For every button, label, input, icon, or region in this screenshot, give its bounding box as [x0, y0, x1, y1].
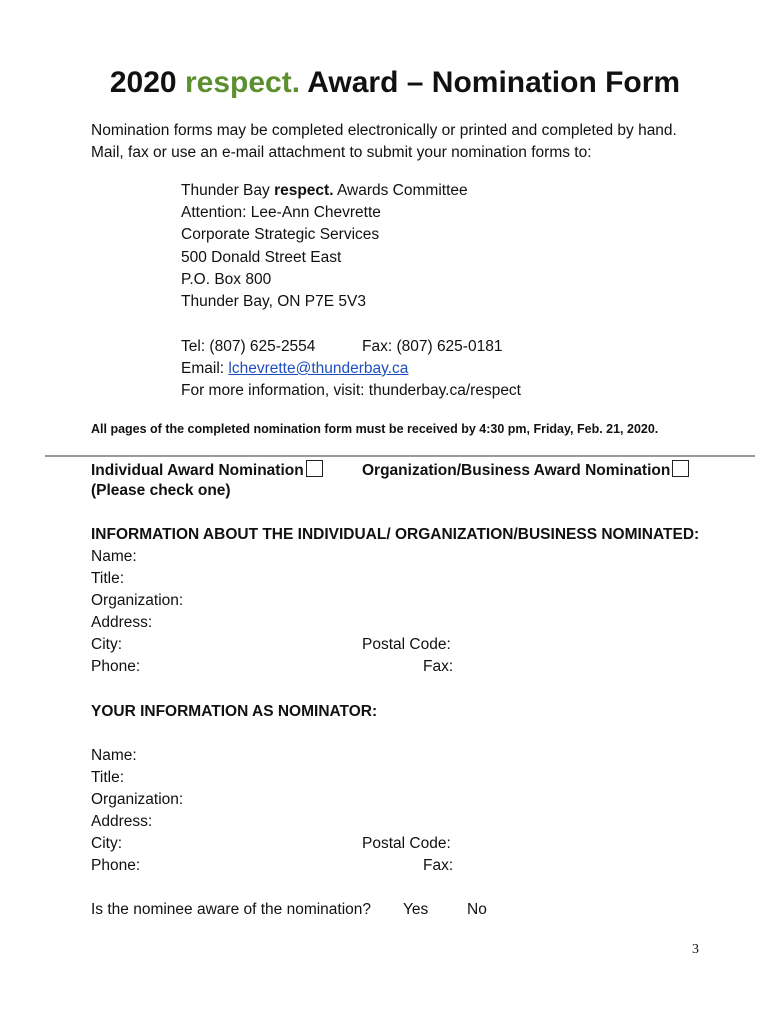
- page-number: 3: [692, 942, 699, 957]
- individual-nomination-checkbox[interactable]: [306, 460, 323, 477]
- nominee-organization-label: Organization:: [91, 592, 184, 609]
- nominator-name-label: Name:: [91, 747, 137, 764]
- nominee-name-label: Name:: [91, 548, 137, 565]
- committee-brand: respect.: [274, 182, 334, 199]
- awareness-yes-option[interactable]: Yes: [403, 901, 429, 918]
- email-label: Email:: [181, 360, 225, 377]
- address-line-committee: [181, 182, 468, 200]
- individual-nomination-label: Individual Award Nomination: [91, 462, 304, 479]
- address-street: 500 Donald Street East: [181, 249, 342, 266]
- nominator-title-label: Title:: [91, 769, 125, 786]
- nominee-phone-label: Phone:: [91, 658, 141, 675]
- deadline-notice: All pages of the completed nomination form must be received by 4:30 pm, Friday, Feb. 21, 2020.: [91, 422, 659, 436]
- email-link[interactable]: lchevrette@thunderbay.ca: [228, 360, 409, 377]
- awareness-no-option[interactable]: No: [467, 901, 487, 918]
- nominee-section-heading: INFORMATION ABOUT THE INDIVIDUAL/ ORGANIZATION/BUSINESS NOMINATED:: [91, 526, 700, 543]
- organization-nomination-checkbox[interactable]: [672, 460, 689, 477]
- address-pobox: P.O. Box 800: [181, 271, 272, 288]
- contact-fax: Fax: (807) 625-0181: [362, 338, 503, 355]
- nominator-organization-label: Organization:: [91, 791, 184, 808]
- committee-prefix: Thunder Bay: [181, 182, 270, 199]
- nominator-fax-label: Fax:: [423, 857, 454, 874]
- nominee-fax-label: Fax:: [423, 658, 454, 675]
- nominee-postal-label: Postal Code:: [362, 636, 451, 653]
- nominator-postal-label: Postal Code:: [362, 835, 451, 852]
- nominee-address-label: Address:: [91, 614, 153, 631]
- contact-more-info: For more information, visit: thunderbay.ca/respect: [181, 382, 521, 399]
- nominee-title-label: Title:: [91, 570, 125, 587]
- nominee-city-label: City:: [91, 636, 122, 653]
- title-rest: Award – Nomination Form: [307, 66, 681, 99]
- contact-email-row: [181, 360, 408, 378]
- nominator-section-heading: YOUR INFORMATION AS NOMINATOR:: [91, 703, 378, 720]
- nominator-phone-label: Phone:: [91, 857, 141, 874]
- title-year: 2020: [109, 66, 177, 99]
- intro-paragraph: Nomination forms may be completed electronically or printed and completed by hand. Mail, fax or use an e-mail attachment to submit your nomination forms to:: [91, 122, 677, 161]
- address-city: Thunder Bay, ON P7E 5V3: [181, 293, 366, 310]
- divider: [45, 455, 755, 457]
- organization-nomination-label: Organization/Business Award Nomination: [362, 462, 671, 479]
- title-brand: respect.: [184, 66, 301, 99]
- organization-nomination-option: [362, 460, 689, 480]
- check-one-hint: (Please check one): [91, 482, 231, 499]
- awareness-question: Is the nominee aware of the nomination?: [91, 901, 372, 918]
- nominator-city-label: City:: [91, 835, 122, 852]
- address-attention: Attention: Lee-Ann Chevrette: [181, 204, 381, 221]
- individual-nomination-option: [91, 460, 323, 480]
- nominator-address-label: Address:: [91, 813, 153, 830]
- committee-suffix: Awards Committee: [336, 182, 468, 199]
- page-title: [0, 66, 770, 100]
- address-department: Corporate Strategic Services: [181, 226, 380, 243]
- contact-tel: Tel: (807) 625-2554: [181, 338, 316, 355]
